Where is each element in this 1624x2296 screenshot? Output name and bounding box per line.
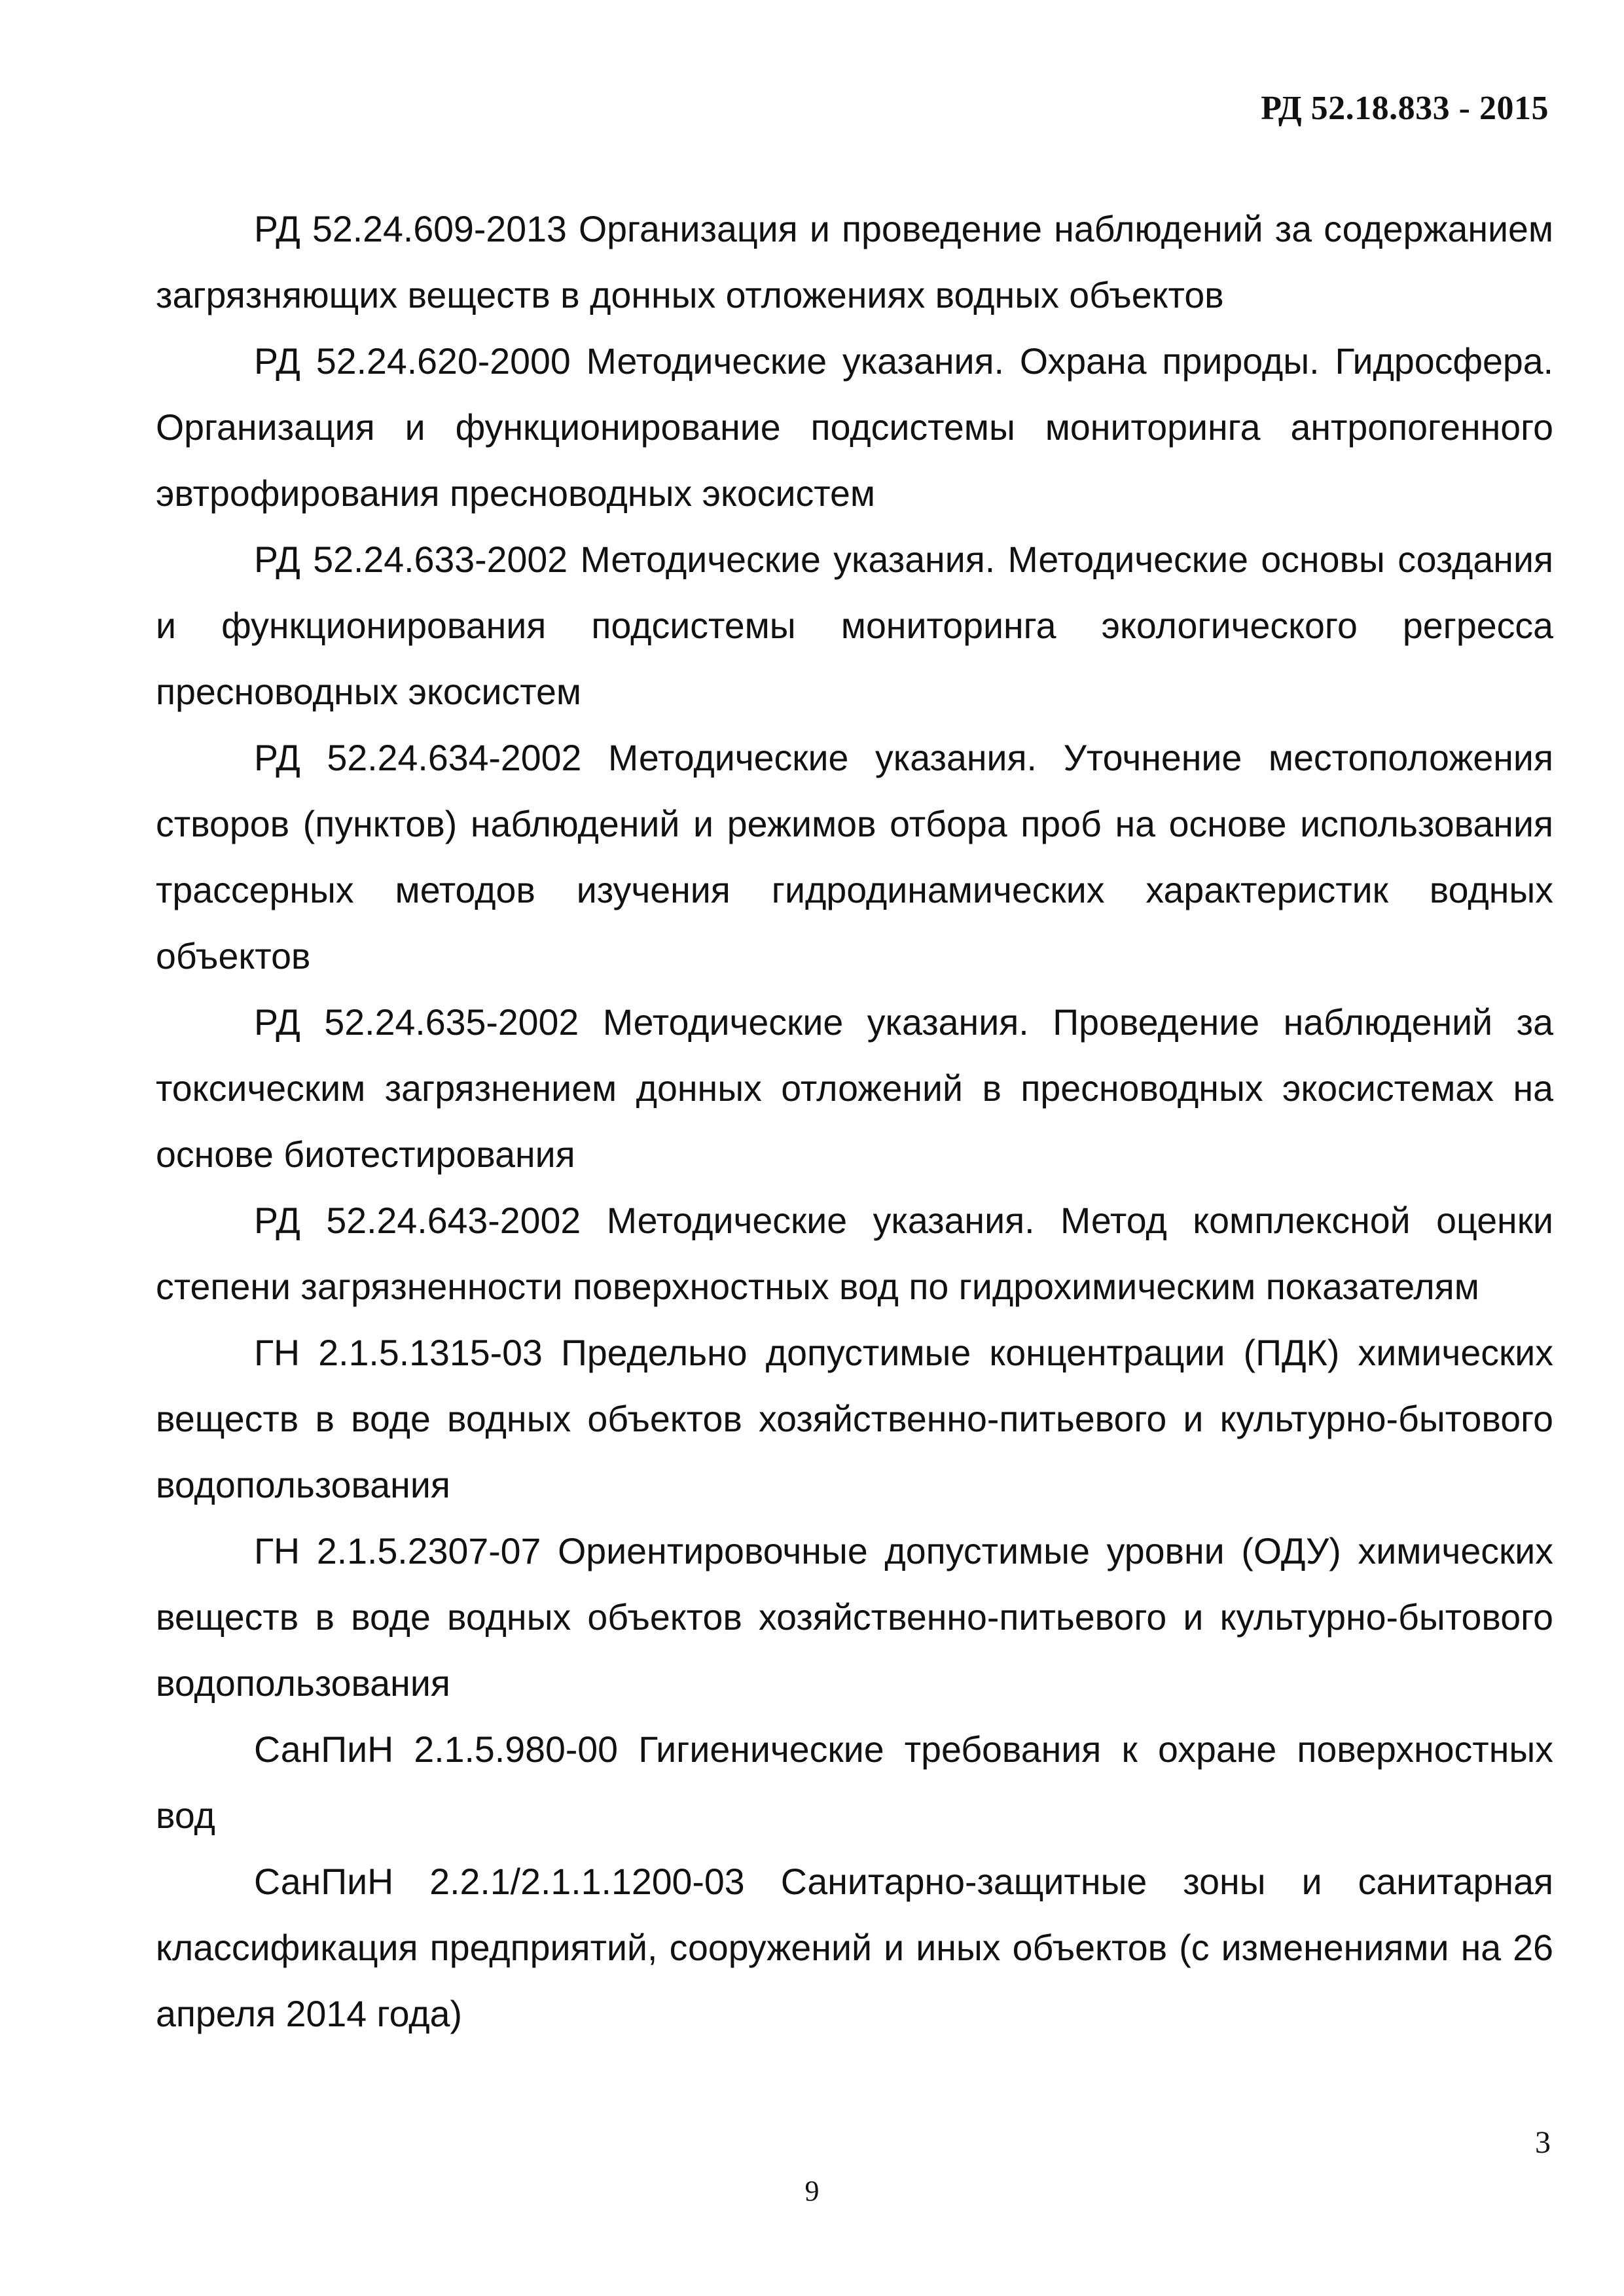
reference-entry: РД 52.24.633-2002 Методические указания. Методические основы создания и функционирования подсистемы мониторинга экологического регресса пресноводных экосистем: [156, 539, 1553, 712]
reference-entry: ГН 2.1.5.2307-07 Ориентировочные допустимые уровни (ОДУ) химических веществ в воде водных объектов хозяйственно-питьевого и культурно-бытового водопользования: [156, 1531, 1553, 1704]
reference-entry: РД 52.24.643-2002 Методические указания. Метод комплексной оценки степени загрязненности поверхностных вод по гидрохимическим показателям: [156, 1200, 1553, 1307]
references-list: [156, 196, 1553, 2047]
reference-entry: ГН 2.1.5.1315-03 Предельно допустимые концентрации (ПДК) химических веществ в воде водных объектов хозяйственно-питьевого и культурно-бытового водопользования: [156, 1333, 1553, 1505]
reference-entry: СанПиН 2.2.1/2.1.1.1200-03 Санитарно-защитные зоны и санитарная классификация предприятий, сооружений и иных объектов (с изменениями на 26 апреля 2014 года): [156, 1861, 1553, 2034]
reference-entry: РД 52.24.609-2013 Организация и проведение наблюдений за содержанием загрязняющих веществ в донных отложениях водных объектов: [156, 209, 1553, 315]
reference-entry: РД 52.24.634-2002 Методические указания. Уточнение местоположения створов (пунктов) наблюдений и режимов отбора проб на основе использования трассерных методов изучения гидродинамических характеристик водных объектов: [156, 738, 1553, 977]
reference-entry: РД 52.24.620-2000 Методические указания. Охрана природы. Гидросфера. Организация и функционирование подсистемы мониторинга антропогенного эвтрофирования пресноводных экосистем: [156, 341, 1553, 514]
reference-entry: СанПиН 2.1.5.980-00 Гигиенические требования к охране поверхностных вод: [156, 1729, 1553, 1836]
reference-entry: РД 52.24.635-2002 Методические указания. Проведение наблюдений за токсическим загрязнением донных отложений в пресноводных экосистемах на основе биотестирования: [156, 1002, 1553, 1175]
document-code: РД 52.18.833 - 2015: [1261, 90, 1549, 127]
page-number: 3: [1535, 2125, 1551, 2160]
sheet-number: 9: [804, 2175, 820, 2207]
